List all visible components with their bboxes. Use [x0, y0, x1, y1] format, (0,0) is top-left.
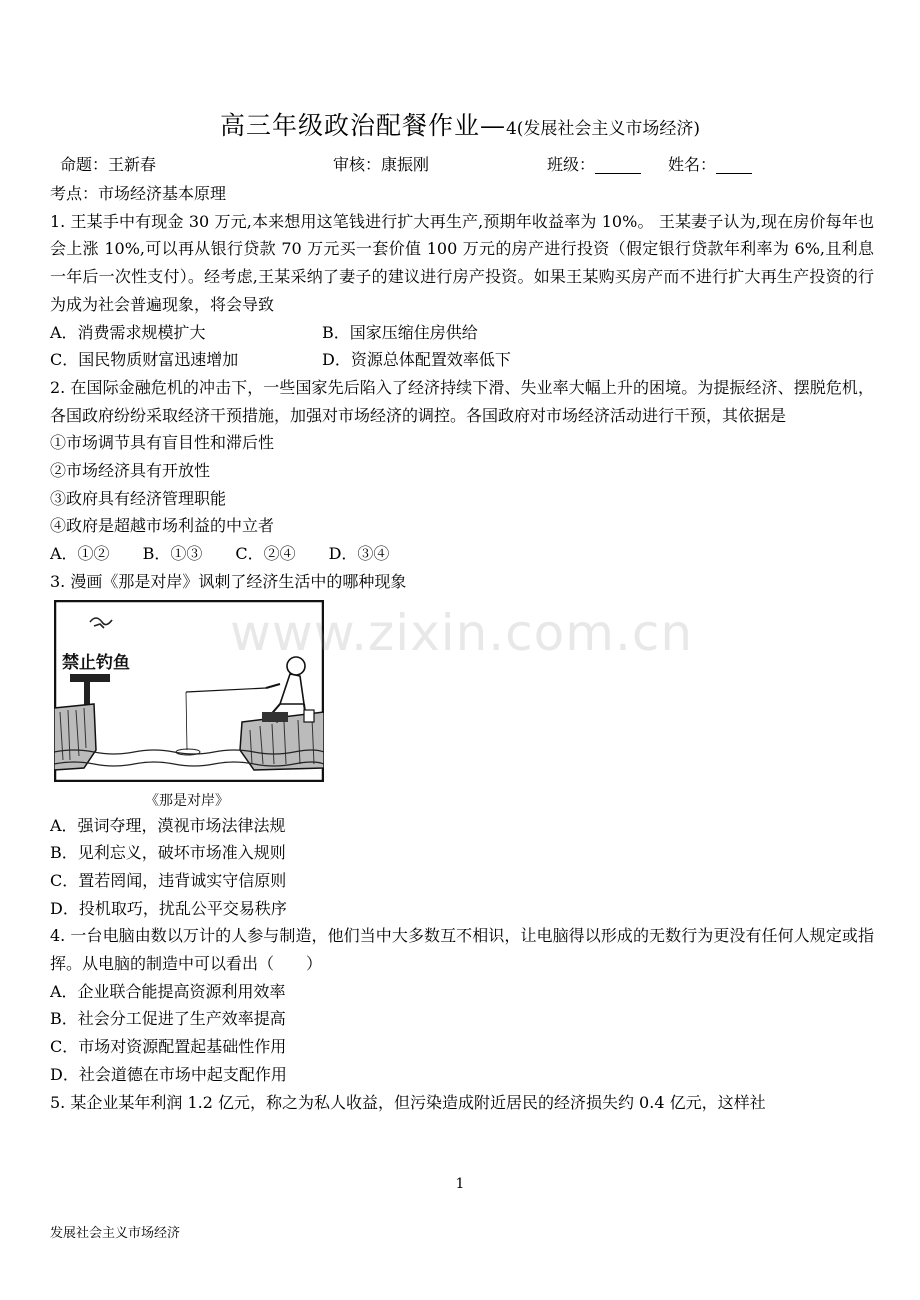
- question-3-stem: 3. 漫画《那是对岸》讽刺了经济生活中的哪种现象: [50, 571, 407, 591]
- cartoon-caption: 《那是对岸》: [145, 792, 229, 809]
- reviewer-label: 审核：康振刚: [333, 155, 430, 174]
- topic-line: 考点：市场经济基本原理: [50, 184, 227, 203]
- question-1-options-row-2: [50, 346, 874, 374]
- question-2-option-a: A．①②: [50, 544, 110, 564]
- question-3-option-b: B．见利忘义，破坏市场准入规则: [50, 843, 286, 863]
- name-label: 姓名：: [668, 155, 717, 174]
- question-5-stem: 5. 某企业某年利润 1.2 亿元，称之为私人收益，但污染造成附近居民的经济损失约 0.4 亿元，这样社: [50, 1092, 766, 1112]
- fishing-cartoon-image: [54, 600, 324, 782]
- question-1-options-row-1: [50, 319, 874, 347]
- question-3-option-a: A．强词夺理，漠视市场法律法规: [50, 815, 286, 835]
- watermark-text: www.zixin.com.cn: [230, 604, 694, 662]
- question-1-option-b: B．国家压缩住房供给: [322, 322, 478, 342]
- question-4-option-a: A．企业联合能提高资源利用效率: [50, 981, 286, 1001]
- author-label: 命题：王新春: [60, 155, 157, 174]
- question-1-stem: 1. 王某手中有现金 30 万元,本来想用这笔钱进行扩大再生产,预期年收益率为 10%。 王某妻子认为,现在房价每年也会上涨 10%,可以再从银行贷款 70 万元买一套价值 100 万元的房产进行投资（假定银行贷款年利率为 6%,且利息一年后一次性支付）。经考虑,王某采纳了妻子的建议进行房产投资。如果王某购买房产而不进行扩大再生产投资的行为成为社会普遍现象，将会导致: [50, 211, 874, 314]
- question-1-option-c: C．国民物质财富迅速增加: [50, 350, 239, 370]
- question-2-options: [50, 540, 874, 568]
- question-2-option-d: D．③④: [328, 544, 390, 564]
- footer-text: 发展社会主义市场经济: [50, 1226, 181, 1241]
- cartoon-sign-text: 禁止钓鱼: [62, 652, 130, 673]
- page-title: [0, 110, 920, 145]
- question-2-option-b: B．①③: [142, 544, 203, 564]
- question-4-option-b: B．社会分工促进了生产效率提高: [50, 1009, 286, 1029]
- question-4-option-c: C．市场对资源配置起基础性作用: [50, 1037, 287, 1057]
- question-2-item-3: ③政府具有经济管理职能: [50, 488, 227, 508]
- title-main: 高三年级政治配餐作业—: [219, 111, 506, 140]
- class-label: 班级：: [547, 155, 596, 174]
- class-blank: [595, 155, 641, 174]
- question-2-item-1: ①市场调节具有盲目性和滞后性: [50, 433, 275, 453]
- page-number: 1: [455, 1176, 465, 1192]
- question-2-stem: 2. 在国际金融危机的冲击下，一些国家先后陷入了经济持续下滑、失业率大幅上升的困境。为提振经济、摆脱危机，各国政府纷纷采取经济干预措施，加强对市场经济的调控。各国政府对市场经济活动进行干预，其依据是: [50, 377, 874, 425]
- title-sub: 4(发展社会主义市场经济): [505, 119, 701, 139]
- question-1-option-d: D．资源总体配置效率低下: [322, 350, 511, 370]
- question-2-item-4: ④政府是超越市场利益的中立者: [50, 516, 275, 536]
- question-3-option-c: C．置若罔闻，违背诚实守信原则: [50, 870, 287, 890]
- cartoon-figure: [50, 596, 874, 812]
- class-field: [547, 152, 641, 178]
- question-1-option-a: A．消费需求规模扩大: [50, 322, 206, 342]
- name-field: [668, 152, 752, 178]
- question-4-stem: 4. 一台电脑由数以万计的人参与制造，他们当中大多数互不相识，让电脑得以形成的无数行为更没有任何人规定或指挥。从电脑的制造中可以看出（ ）: [50, 926, 874, 974]
- document-body: [50, 180, 874, 1116]
- question-3-option-d: D．投机取巧，扰乱公平交易秩序: [50, 898, 287, 918]
- question-2-option-c: C．②④: [235, 544, 296, 564]
- question-4-option-d: D．社会道德在市场中起支配作用: [50, 1064, 287, 1084]
- question-2-item-2: ②市场经济具有开放性: [50, 461, 211, 481]
- name-blank: [716, 155, 752, 174]
